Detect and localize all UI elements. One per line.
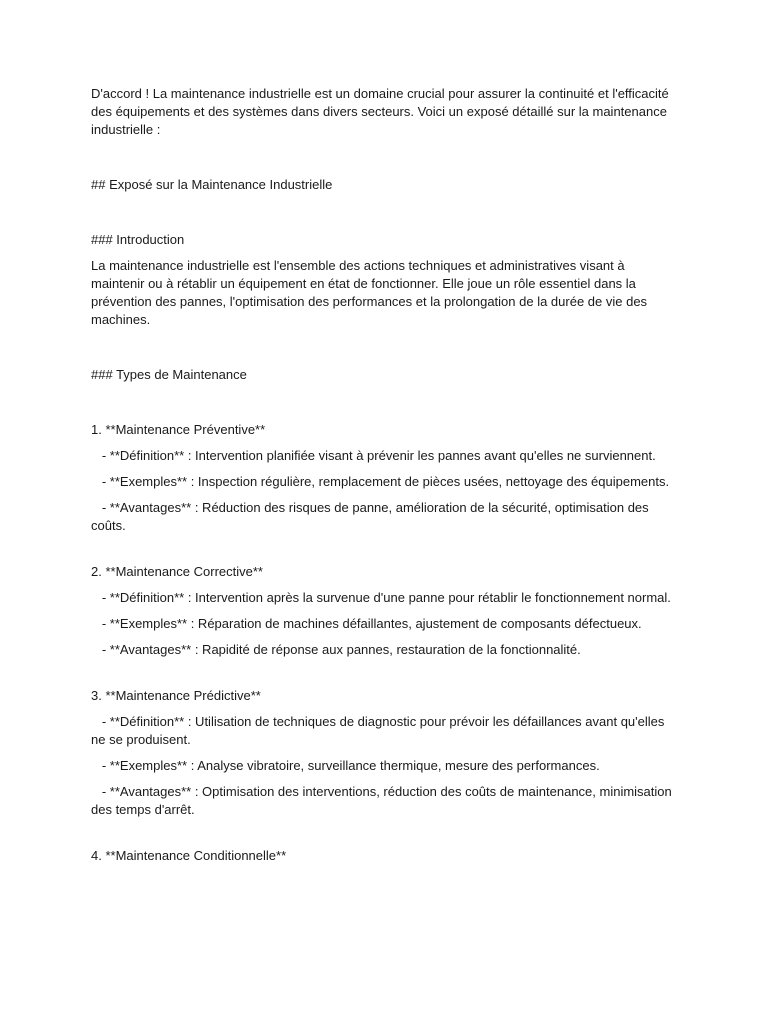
heading-main: ## Exposé sur la Maintenance Industrielle <box>91 177 333 192</box>
type-preventive-examples: - **Exemples** : Inspection régulière, remplacement de pièces usées, nettoyage des équipements. <box>91 474 670 489</box>
type-title-conditional: 4. **Maintenance Conditionnelle** <box>91 848 287 863</box>
intro-paragraph: D'accord ! La maintenance industrielle est un domaine crucial pour assurer la continuité et l'efficacité des équipements et des systèmes dans divers secteurs. Voici un exposé détaillé sur la maintenance industrielle : <box>91 86 673 137</box>
type-predictive-examples: - **Exemples** : Analyse vibratoire, surveillance thermique, mesure des performances. <box>91 758 600 773</box>
type-corrective-advantages: - **Avantages** : Rapidité de réponse aux pannes, restauration de la fonctionnalité. <box>91 642 581 657</box>
type-corrective-definition: - **Définition** : Intervention après la survenue d'une panne pour rétablir le fonctionnement normal. <box>91 590 671 605</box>
type-preventive-advantages: - **Avantages** : Réduction des risques de panne, amélioration de la sécurité, optimisation des coûts. <box>91 500 653 533</box>
document-page <box>91 85 681 873</box>
type-preventive-definition: - **Définition** : Intervention planifiée visant à prévenir les pannes avant qu'elles ne surviennent. <box>91 448 656 463</box>
type-predictive-definition: - **Définition** : Utilisation de techniques de diagnostic pour prévoir les défaillances avant qu'elles ne se produisent. <box>91 714 668 747</box>
type-corrective-examples: - **Exemples** : Réparation de machines défaillantes, ajustement de composants défectueux. <box>91 616 642 631</box>
type-title-preventive: 1. **Maintenance Préventive** <box>91 422 266 437</box>
introduction-body: La maintenance industrielle est l'ensemble des actions techniques et administratives visant à maintenir ou à rétablir un équipement en état de fonctionner. Elle joue un rôle essentiel dans la prévention des pannes, l'optimisation des performances et la prolongation de la durée de vie des machines. <box>91 258 651 327</box>
type-predictive-advantages: - **Avantages** : Optimisation des interventions, réduction des coûts de maintenance, minimisation des temps d'arrêt. <box>91 784 676 817</box>
heading-types: ### Types de Maintenance <box>91 367 247 382</box>
type-title-corrective: 2. **Maintenance Corrective** <box>91 564 263 579</box>
type-title-predictive: 3. **Maintenance Prédictive** <box>91 688 261 703</box>
heading-introduction: ### Introduction <box>91 232 185 247</box>
